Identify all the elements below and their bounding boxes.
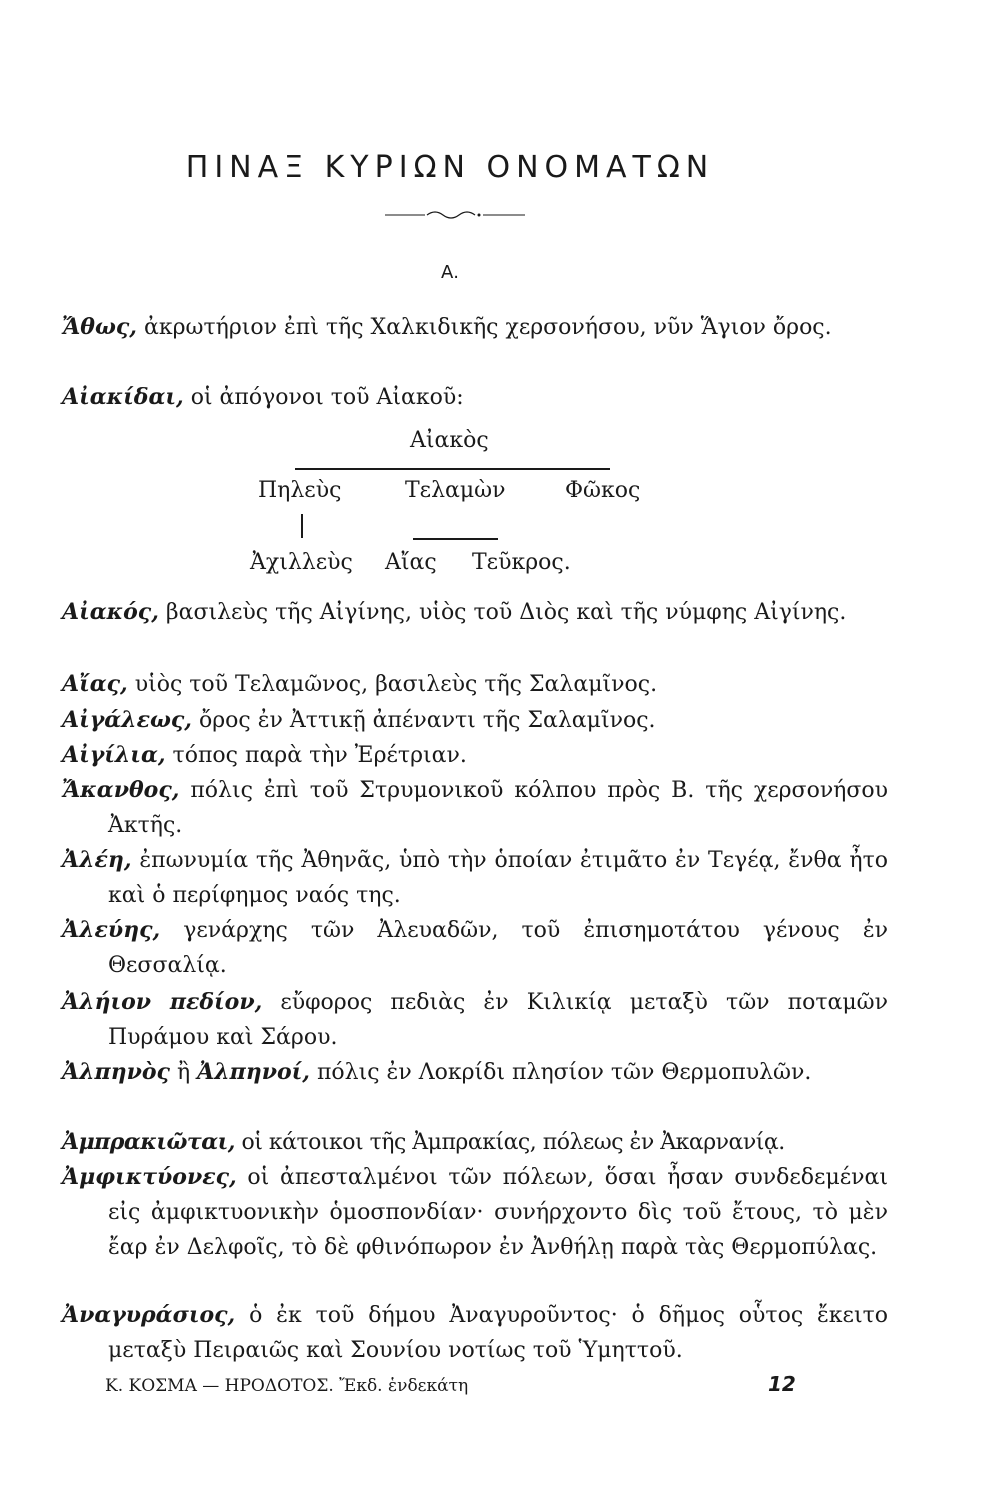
entry-text: υἱὸς τοῦ Τελαμῶνος, βασιλεὺς τῆς Σαλαμῖνος.: [134, 672, 658, 697]
entry-headword: Ἀλήιον πεδίον,: [62, 989, 263, 1015]
entry: [62, 985, 888, 1055]
tree-grandchild: Ἀχιλλεὺς: [250, 550, 353, 575]
footer-credit: Κ. ΚΟΣΜΑ — ΗΡΟΔΟΤΟΣ. Ἔκδ. ἑνδεκάτη: [105, 1376, 469, 1396]
entry-text: πόλις ἐν Λοκρίδι πλησίον τῶν Θερμοπυλῶν.: [316, 1060, 812, 1085]
entry-headword: Ἀμφικτύονες,: [62, 1164, 237, 1190]
entry-headword: Ἀλεύης,: [62, 917, 161, 943]
entry-text: βασιλεὺς τῆς Αἰγίνης, υἱὸς τοῦ Διὸς καὶ τῆς νύμφης Αἰγίνης.: [165, 600, 847, 625]
entry-headword: Αἰγάλεως,: [62, 707, 192, 733]
entry-text: γενάρχης τῶν Ἀλευαδῶν, τοῦ ἐπισημοτάτου γένους ἐν Θεσσαλίᾳ.: [108, 918, 888, 978]
entry: [62, 667, 888, 702]
entry-headword: Ἄκανθος,: [62, 777, 180, 803]
section-letter: Α.: [440, 262, 460, 283]
entry-headword-alt: Ἀλπηνοί,: [197, 1059, 310, 1085]
entry: [62, 843, 888, 913]
page-number: 12: [768, 1372, 796, 1396]
entry-text: πόλις ἐπὶ τοῦ Στρυμονικοῦ κόλπου πρὸς Β. τῆς χερσονήσου Ἀκτῆς.: [108, 778, 889, 838]
entry-headword: Ἄθως,: [62, 314, 137, 340]
tree-grandchild: Τεῦκρος.: [472, 550, 571, 575]
entry: [62, 913, 888, 983]
entry: [62, 703, 888, 738]
entry-text: εὔφορος πεδιὰς ἐν Κιλικίᾳ μεταξὺ τῶν ποταμῶν Πυράμου καὶ Σάρου.: [108, 990, 888, 1050]
entry-text-connector: ἢ: [176, 1060, 191, 1085]
entry: [62, 1298, 888, 1368]
entry-headword: Ἀλέη,: [62, 847, 132, 873]
entry-text: τόπος παρὰ τὴν Ἐρέτριαν.: [172, 743, 467, 768]
entry-headword: Αἴας,: [62, 671, 128, 697]
entry: [62, 380, 888, 415]
entry-text: ὁ ἐκ τοῦ δήμου Ἀναγυροῦντος· ὁ δῆμος οὗτος ἔκειτο μεταξὺ Πειραιῶς καὶ Σουνίου νοτίως τοῦ Ὑμηττοῦ.: [108, 1303, 888, 1363]
tree-root: Αἰακὸς: [410, 428, 489, 453]
title-ornament: [385, 208, 525, 222]
tree-child: Πηλεὺς: [258, 478, 342, 503]
entry: [62, 595, 888, 630]
entry: [62, 1125, 888, 1160]
entry: [62, 738, 888, 773]
entry-text: οἱ ἀπόγονοι τοῦ Αἰακοῦ:: [190, 385, 464, 410]
entry-text: ὄρος ἐν Ἀττικῇ ἀπέναντι τῆς Σαλαμῖνος.: [198, 708, 656, 733]
entry-headword: Αἰακός,: [62, 599, 159, 625]
tree-child: Τελαμὼν: [405, 478, 506, 503]
tree-grandchild: Αἴας: [385, 550, 437, 575]
entry-headword: Ἀμπρακιῶται,: [62, 1129, 235, 1155]
entry-text: οἱ κάτοικοι τῆς Ἀμπρακίας, πόλεως ἐν Ἀκαρνανίᾳ.: [241, 1130, 785, 1155]
entry-text: ἐπωνυμία τῆς Ἀθηνᾶς, ὑπὸ τὴν ὁποίαν ἐτιμᾶτο ἐν Τεγέᾳ, ἔνθα ἦτο καὶ ὁ περίφημος ναός της.: [108, 848, 888, 908]
tree-connector: [413, 538, 498, 540]
entry: [62, 1055, 888, 1090]
entry: [62, 1160, 888, 1265]
entry: [62, 773, 888, 843]
entry-headword: Αἰακίδαι,: [62, 384, 184, 410]
entry-text: ἀκρωτήριον ἐπὶ τῆς Χαλκιδικῆς χερσονήσου, νῦν Ἅγιον ὄρος.: [143, 315, 832, 340]
entry-headword: Ἀναγυράσιος,: [62, 1302, 236, 1328]
tree-connector: [301, 514, 303, 538]
entry-headword: Ἀλπηνὸς: [62, 1059, 170, 1085]
tree-child: Φῶκος: [565, 478, 641, 503]
entry-text: οἱ ἀπεσταλμένοι τῶν πόλεων, ὅσαι ἦσαν συνδεδεμέναι εἰς ἀμφικτυονικὴν ὁμοσπονδίαν· συνήρχοντο δὶς τοῦ ἔτους, τὸ μὲν ἔαρ ἐν Δελφοῖς, τὸ δὲ φθινόπωρον ἐν Ἀνθήλῃ παρὰ τὰς Θερμοπύλας.: [108, 1165, 888, 1260]
entry-headword: Αἰγίλια,: [62, 742, 166, 768]
page-title: ΠΙΝΑΞ ΚΥΡΙΩΝ ΟΝΟΜΑΤΩΝ: [185, 150, 715, 185]
tree-connector: [295, 468, 610, 470]
entry: [62, 310, 888, 345]
